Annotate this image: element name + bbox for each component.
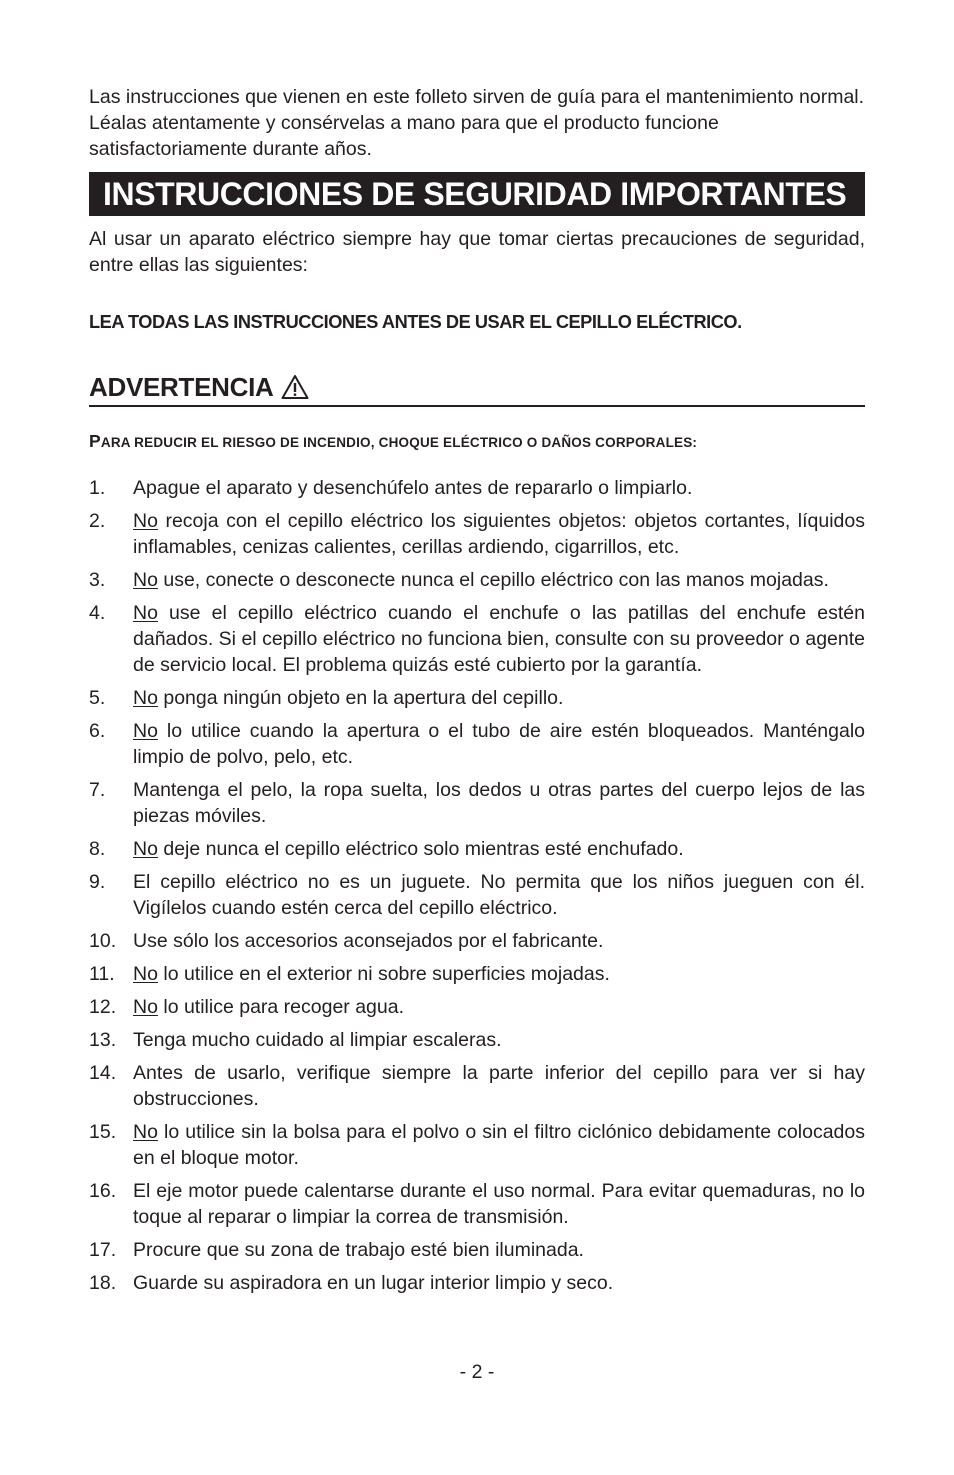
warning-triangle-icon: [281, 374, 309, 400]
item-emphasis: No: [133, 838, 158, 860]
list-item: [89, 928, 865, 954]
item-number: 18.: [89, 1272, 117, 1294]
item-number: 17.: [89, 1239, 117, 1261]
item-text: [133, 1119, 865, 1171]
item-body: Mantenga el pelo, la ropa suelta, los dedos u otras partes del cuerpo lejos de las piezas móviles.: [133, 779, 865, 827]
item-body: ponga ningún objeto en la apertura del cepillo.: [157, 687, 564, 709]
item-text: [133, 567, 865, 593]
list-item: [89, 777, 865, 829]
item-body: Tenga mucho cuidado al limpiar escaleras.: [133, 1029, 502, 1051]
item-emphasis: No: [133, 720, 158, 742]
item-text: [133, 961, 865, 987]
item-emphasis: No: [133, 963, 158, 985]
item-body: Antes de usarlo, verifique siempre la parte inferior del cepillo para ver si hay obstrucciones.: [133, 1062, 865, 1110]
item-text: [133, 718, 865, 770]
warning-heading: [89, 368, 865, 407]
item-number: 14.: [89, 1062, 117, 1084]
item-number: 11.: [89, 963, 115, 985]
list-item: [89, 600, 865, 678]
list-item: [89, 836, 865, 862]
list-item: [89, 1119, 865, 1171]
item-emphasis: No: [133, 569, 158, 591]
item-number: 5.: [89, 687, 106, 709]
item-text: [133, 928, 865, 954]
item-number: 6.: [89, 720, 106, 742]
list-item: [89, 508, 865, 560]
list-item: [89, 1027, 865, 1053]
item-body: use el cepillo eléctrico cuando el enchufe o las patillas del enchufe estén dañados. Si el cepillo eléctrico no funciona bien, consulte con su proveedor o agente de servicio local. El problema quizás esté cubierto por la garantía.: [133, 602, 865, 676]
item-text: [133, 685, 865, 711]
list-item: [89, 1178, 865, 1230]
item-text: [133, 475, 865, 501]
list-item: [89, 685, 865, 711]
item-text: [133, 600, 865, 678]
item-text: [133, 836, 865, 862]
safety-instructions-list: [89, 475, 865, 1296]
item-text: [133, 1270, 865, 1296]
item-body: El eje motor puede calentarse durante el uso normal. Para evitar quemaduras, no lo toque al reparar o limpiar la correa de transmisión.: [133, 1180, 865, 1228]
list-item: [89, 718, 865, 770]
item-text: [133, 1060, 865, 1112]
item-text: [133, 994, 865, 1020]
item-body: Apague el aparato y desenchúfelo antes de repararlo o limpiarlo.: [133, 477, 693, 499]
item-emphasis: No: [133, 510, 158, 532]
manual-page: [89, 84, 865, 1303]
item-body: Guarde su aspiradora en un lugar interior limpio y seco.: [133, 1272, 614, 1294]
warning-title: ADVERTENCIA: [89, 371, 274, 402]
item-number: 12.: [89, 996, 117, 1018]
item-body: recoja con el cepillo eléctrico los siguientes objetos: objetos cortantes, líquidos inflamables, cenizas calientes, cerillas ardiendo, cigarrillos, etc.: [133, 510, 865, 558]
item-text: [133, 1027, 865, 1053]
list-item: [89, 567, 865, 593]
item-text: [133, 508, 865, 560]
item-body: lo utilice para recoger agua.: [157, 996, 405, 1018]
intro-paragraph: Las instrucciones que vienen en este folleto sirven de guía para el mantenimiento normal. Léalas atentamente y consérvelas a mano para que el producto funcione satisfactoriamente durante años.: [89, 86, 865, 160]
precaution-paragraph: Al usar un aparato eléctrico siempre hay que tomar ciertas precauciones de seguridad, entre ellas las siguientes:: [89, 228, 865, 276]
item-emphasis: No: [133, 1121, 158, 1143]
list-item: [89, 994, 865, 1020]
warning-subheading: PARA REDUCIR EL RIESGO DE INCENDIO, CHOQUE ELÉCTRICO O DAÑOS CORPORALES:: [89, 431, 698, 451]
list-item: [89, 1060, 865, 1112]
list-item: [89, 1237, 865, 1263]
item-number: 8.: [89, 838, 106, 860]
item-number: 4.: [89, 602, 106, 624]
read-all-instructions: LEA TODAS LAS INSTRUCCIONES ANTES DE USAR EL CEPILLO ELÉCTRICO.: [89, 312, 742, 332]
item-body: lo utilice sin la bolsa para el polvo o sin el filtro ciclónico debidamente colocados en el bloque motor.: [133, 1121, 865, 1169]
list-item: [89, 1270, 865, 1296]
item-number: 10.: [89, 930, 117, 952]
item-text: [133, 1178, 865, 1230]
item-number: 16.: [89, 1180, 117, 1202]
page-number: - 2 -: [459, 1361, 495, 1383]
item-text: [133, 777, 865, 829]
list-item: [89, 961, 865, 987]
item-emphasis: No: [133, 687, 158, 709]
item-text: [133, 1237, 865, 1263]
safety-banner: INSTRUCCIONES DE SEGURIDAD IMPORTANTES: [89, 172, 865, 216]
list-item: [89, 475, 865, 501]
item-text: [133, 869, 865, 921]
item-body: deje nunca el cepillo eléctrico solo mientras esté enchufado.: [157, 838, 684, 860]
item-body: El cepillo eléctrico no es un juguete. No permita que los niños jueguen con él. Vigílelos cuando estén cerca del cepillo eléctrico.: [133, 871, 865, 919]
item-number: 13.: [89, 1029, 117, 1051]
item-body: Use sólo los accesorios aconsejados por el fabricante.: [133, 930, 604, 952]
item-body: lo utilice en el exterior ni sobre superficies mojadas.: [157, 963, 610, 985]
item-emphasis: No: [133, 602, 158, 624]
item-body: Procure que su zona de trabajo esté bien iluminada.: [133, 1239, 584, 1261]
item-number: 1.: [89, 477, 106, 499]
item-body: use, conecte o desconecte nunca el cepillo eléctrico con las manos mojadas.: [157, 569, 829, 591]
item-body: lo utilice cuando la apertura o el tubo de aire estén bloqueados. Manténgalo limpio de polvo, pelo, etc.: [133, 720, 865, 768]
list-item: [89, 869, 865, 921]
item-number: 9.: [89, 871, 106, 893]
item-emphasis: No: [133, 996, 158, 1018]
item-number: 2.: [89, 510, 106, 532]
item-number: 15.: [89, 1121, 117, 1143]
item-number: 7.: [89, 779, 106, 801]
item-number: 3.: [89, 569, 106, 591]
